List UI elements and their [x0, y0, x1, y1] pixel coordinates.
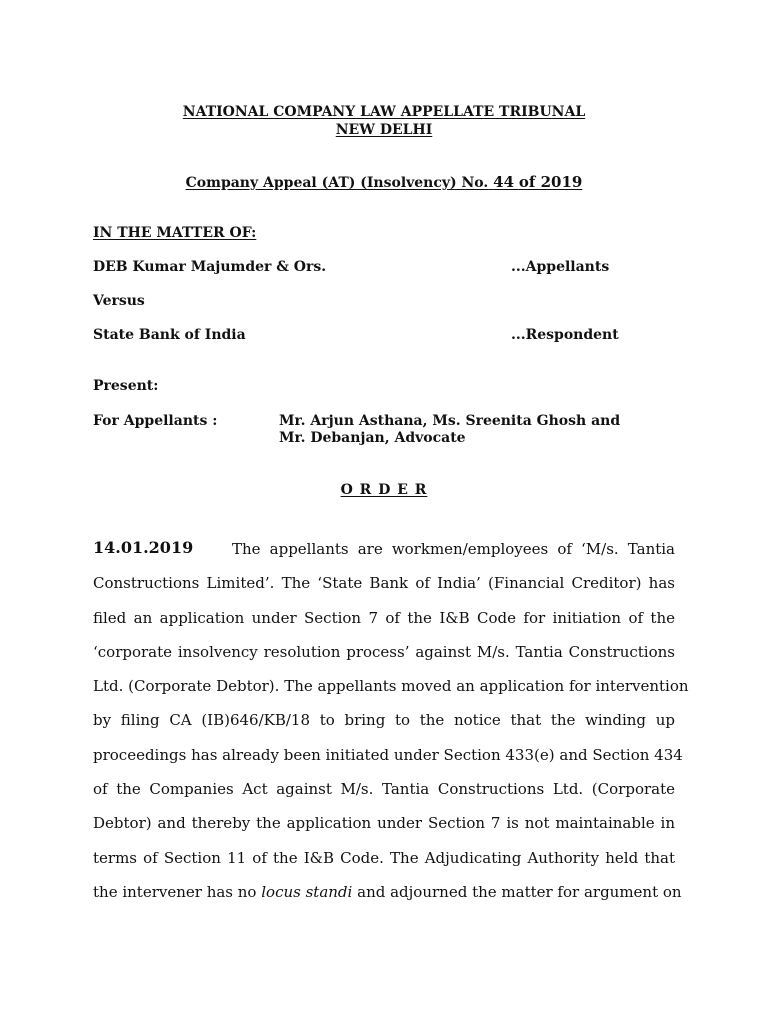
locus-standi-italic: locus standi [261, 883, 353, 901]
respondent-name: State Bank of India [93, 327, 246, 343]
order-line: proceedings has already been initiated under Section 433(e) and Section 434 [93, 746, 683, 764]
order-date: 14.01.2019 [93, 538, 194, 557]
case-title [0, 173, 768, 191]
case-number: 44 [493, 173, 515, 191]
appellant-role: ...Appellants [511, 259, 610, 275]
order-line: filed an application under Section 7 of the I&B Code for initiation of the [93, 609, 675, 627]
tribunal-title: NATIONAL COMPANY LAW APPELLATE TRIBUNAL [182, 104, 586, 120]
tribunal-city: NEW DELHI [335, 122, 433, 138]
order-line: ‘corporate insolvency resolution process’ against M/s. Tantia Constructions [93, 643, 675, 661]
order-line: Debtor) and thereby the application under Section 7 is not maintainable in [93, 814, 675, 832]
order-line-last-pre: the intervener has no [93, 883, 257, 901]
order-line-last-post: and adjourned the matter for argument on [357, 883, 682, 901]
case-title-prefix: Company Appeal (AT) (Insolvency) No. [185, 175, 489, 191]
case-year: of 2019 [518, 173, 583, 191]
counsel-line-1: Mr. Arjun Asthana, Ms. Sreenita Ghosh and [279, 413, 621, 429]
counsel-line-2: Mr. Debanjan, Advocate [279, 430, 466, 446]
versus-label: Versus [93, 293, 145, 309]
for-appellants-label: For Appellants : [93, 413, 218, 429]
order-line: The appellants are workmen/employees of ‘M/s. Tantia [232, 540, 675, 558]
appellant-name: DEB Kumar Majumder & Ors. [93, 259, 327, 275]
order-title: O R D E R [340, 482, 428, 498]
order-line-last [93, 882, 682, 902]
respondent-role: ...Respondent [511, 327, 619, 343]
present-heading: Present: [93, 378, 159, 394]
order-line: Constructions Limited’. The ‘State Bank of India’ (Financial Creditor) has [93, 574, 675, 592]
order-line: of the Companies Act against M/s. Tantia Constructions Ltd. (Corporate [93, 780, 675, 798]
order-line: by filing CA (IB)646/KB/18 to bring to the notice that the winding up [93, 711, 675, 729]
order-line: terms of Section 11 of the I&B Code. The Adjudicating Authority held that [93, 849, 675, 867]
matter-heading: IN THE MATTER OF: [93, 225, 257, 241]
order-line: Ltd. (Corporate Debtor). The appellants moved an application for intervention [93, 677, 689, 695]
